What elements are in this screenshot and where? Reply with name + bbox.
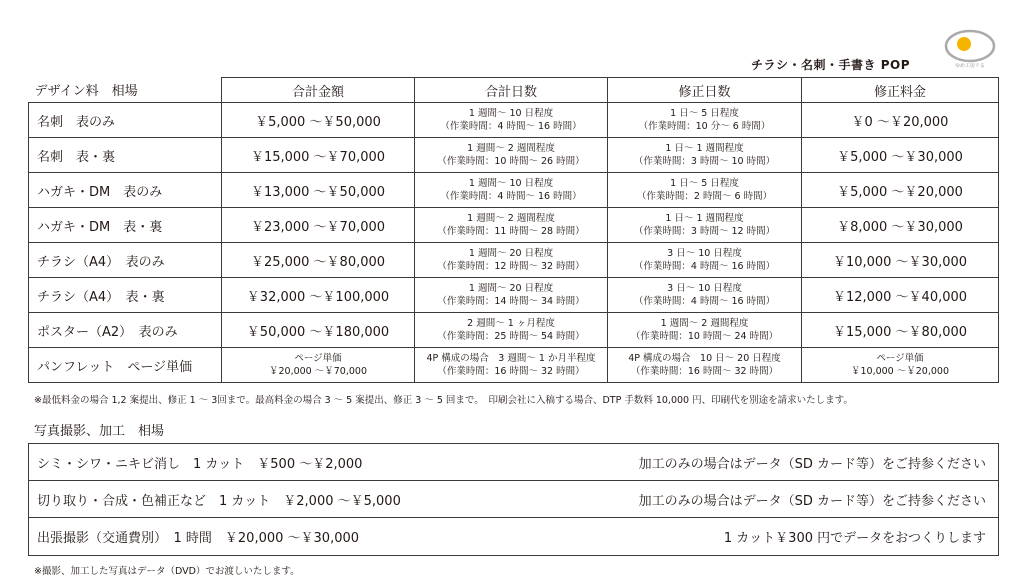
photo-remark: 加工のみの場合はデータ（SD カード等）をご持参ください: [638, 456, 986, 472]
photo-note: ※撮影、加工した写真はデータ（DVD）でお渡しいたします。: [34, 566, 300, 577]
item-name: ポスター（A2） 表のみ: [29, 313, 222, 348]
fix-fee: ￥5,000 〜￥20,000: [802, 173, 999, 208]
table-header-row: [29, 78, 999, 103]
logo-dot: [957, 37, 971, 51]
fix-fee: ページ単価 ￥10,000 〜￥20,000: [802, 348, 999, 383]
table-row: [29, 481, 998, 518]
table-row: [29, 444, 998, 481]
photo-remark: 1 カット￥300 円でデータをおつくりします: [723, 531, 986, 546]
photo-remark: 加工のみの場合はデータ（SD カード等）をご持参ください: [638, 493, 986, 509]
table-row: [29, 208, 999, 243]
col-header: 修正料金: [802, 78, 999, 103]
fix-fee: ￥5,000 〜￥30,000: [802, 138, 999, 173]
brand-title: チラシ・名刺・手書き POP: [751, 58, 910, 72]
item-name: チラシ（A4） 表・裏: [29, 278, 222, 313]
table-row: [29, 173, 999, 208]
item-name: 名刺 表・裏: [29, 138, 222, 173]
fix-fee: ￥12,000 〜￥40,000: [802, 278, 999, 313]
col-header: 合計金額: [222, 78, 415, 103]
design-note: ※最低料金の場合 1,2 案提出、修正 1 〜 3回まで。最高料金の場合 3 〜 5 案提出、修正 3 〜 5 回まで。 印刷会社に入稿する場合、DTP 手数料 10,000 円、印刷代を別途を請求いたします。: [34, 395, 853, 406]
total-price: ￥23,000 〜￥70,000: [222, 208, 415, 243]
total-days: 1 週間〜 2 週間程度 （作業時間：10 時間〜 26 時間）: [415, 138, 608, 173]
photo-service: シミ・シワ・ニキビ消し 1 カット ￥500 〜￥2,000: [37, 456, 363, 472]
table-row: [29, 138, 999, 173]
total-price: ￥13,000 〜￥50,000: [222, 173, 415, 208]
fix-days: 4P 構成の場合 10 日〜 20 日程度 （作業時間：16 時間〜 32 時間）: [608, 348, 802, 383]
photo-price-table: [28, 443, 999, 556]
fix-fee: ￥8,000 〜￥30,000: [802, 208, 999, 243]
total-price: ￥50,000 〜￥180,000: [222, 313, 415, 348]
fix-days: 1 日〜 5 日程度 （作業時間：10 分〜 6 時間）: [608, 103, 802, 138]
total-price: ￥25,000 〜￥80,000: [222, 243, 415, 278]
photo-service: 出張撮影（交通費別） 1 時間 ￥20,000 〜￥30,000: [37, 531, 360, 546]
item-name: チラシ（A4） 表のみ: [29, 243, 222, 278]
brand-logo: [944, 29, 996, 69]
table-row: [29, 278, 999, 313]
design-price-table: [28, 77, 999, 383]
fix-days: 1 日〜 5 日程度 （作業時間：2 時間〜 6 時間）: [608, 173, 802, 208]
total-days: 4P 構成の場合 3 週間〜 1 か月半程度 （作業時間：16 時間〜 32 時間）: [415, 348, 608, 383]
fix-days: 1 日〜 1 週間程度 （作業時間：3 時間〜 12 時間）: [608, 208, 802, 243]
total-days: 1 週間〜 2 週間程度 （作業時間：11 時間〜 28 時間）: [415, 208, 608, 243]
photo-section-title: 写真撮影、加工 相場: [34, 424, 165, 439]
total-days: 1 週間〜 10 日程度 （作業時間：4 時間〜 16 時間）: [415, 103, 608, 138]
item-name: 名刺 表のみ: [29, 103, 222, 138]
table-row: [29, 348, 999, 383]
table-row: [29, 243, 999, 278]
table-row: [29, 103, 999, 138]
total-days: 1 週間〜 10 日程度 （作業時間：4 時間〜 16 時間）: [415, 173, 608, 208]
total-days: 2 週間〜 1 ヶ月程度 （作業時間：25 時間〜 54 時間）: [415, 313, 608, 348]
item-name: ハガキ・DM 表のみ: [29, 173, 222, 208]
fix-days: 1 日〜 1 週間程度 （作業時間：3 時間〜 10 時間）: [608, 138, 802, 173]
fix-days: 3 日〜 10 日程度 （作業時間：4 時間〜 16 時間）: [608, 243, 802, 278]
total-price: ￥5,000 〜￥50,000: [222, 103, 415, 138]
fix-fee: ￥10,000 〜￥30,000: [802, 243, 999, 278]
total-days: 1 週間〜 20 日程度 （作業時間：12 時間〜 32 時間）: [415, 243, 608, 278]
total-price: ￥32,000 〜￥100,000: [222, 278, 415, 313]
item-name: パンフレット ページ単価: [29, 348, 222, 383]
table-row: [29, 518, 998, 555]
design-section-title: デザイン料 相場: [29, 78, 222, 103]
total-price: ￥15,000 〜￥70,000: [222, 138, 415, 173]
logo-text: ゆめ工房ぐる: [954, 63, 986, 69]
photo-service: 切り取り・合成・色補正など 1 カット ￥2,000 〜￥5,000: [37, 493, 401, 509]
table-row: [29, 313, 999, 348]
fix-days: 1 週間〜 2 週間程度 （作業時間：10 時間〜 24 時間）: [608, 313, 802, 348]
col-header: 修正日数: [608, 78, 802, 103]
item-name: ハガキ・DM 表・裏: [29, 208, 222, 243]
fix-fee: ￥0 〜￥20,000: [802, 103, 999, 138]
fix-days: 3 日〜 10 日程度 （作業時間：4 時間〜 16 時間）: [608, 278, 802, 313]
total-price: ページ単価 ￥20,000 〜￥70,000: [222, 348, 415, 383]
fix-fee: ￥15,000 〜￥80,000: [802, 313, 999, 348]
total-days: 1 週間〜 20 日程度 （作業時間：14 時間〜 34 時間）: [415, 278, 608, 313]
col-header: 合計日数: [415, 78, 608, 103]
